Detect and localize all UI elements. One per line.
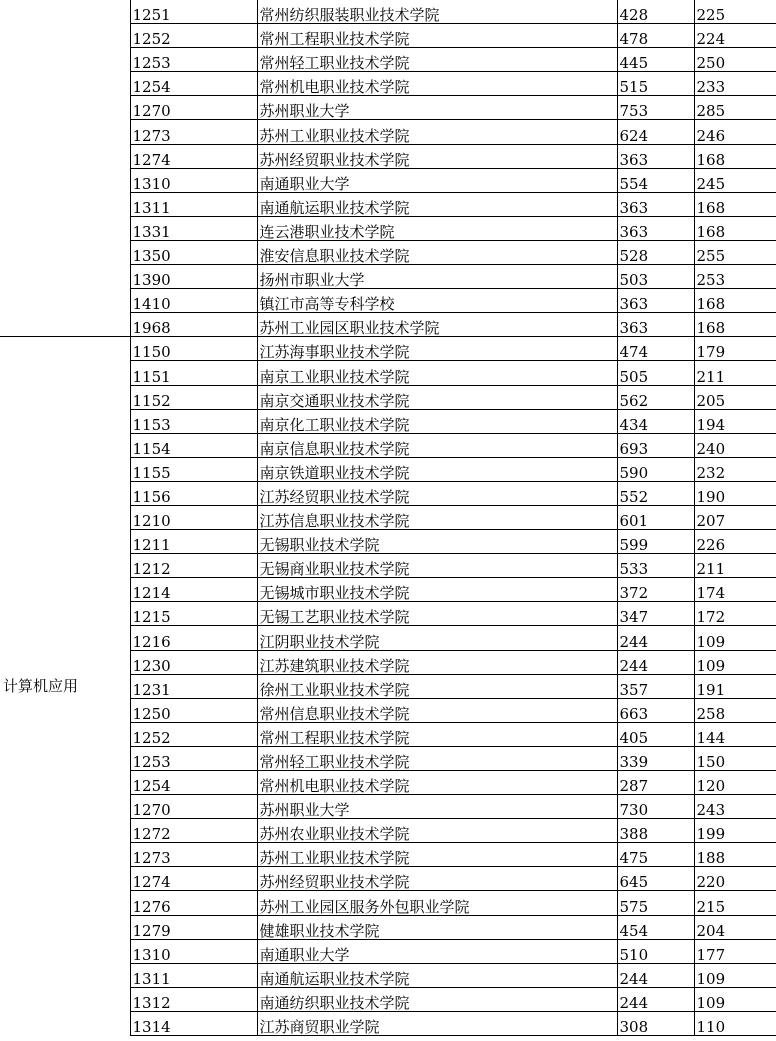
- score-a-cell: 347: [617, 602, 694, 626]
- school-code-cell: 1230: [130, 650, 257, 674]
- school-code-cell: 1270: [130, 795, 257, 819]
- school-name-cell: 南京铁道职业技术学院: [257, 457, 617, 481]
- school-name-cell: 江苏经贸职业技术学院: [257, 481, 617, 505]
- score-a-cell: 474: [617, 337, 694, 361]
- school-code-cell: 1410: [130, 289, 257, 313]
- school-name-cell: 江苏建筑职业技术学院: [257, 650, 617, 674]
- school-code-cell: 1215: [130, 602, 257, 626]
- score-b-cell: 240: [694, 433, 776, 457]
- score-a-cell: 693: [617, 433, 694, 457]
- score-a-cell: 405: [617, 722, 694, 746]
- score-a-cell: 363: [617, 192, 694, 216]
- category-cell: [0, 0, 130, 337]
- score-b-cell: 109: [694, 650, 776, 674]
- score-b-cell: 150: [694, 746, 776, 770]
- school-name-cell: 常州轻工职业技术学院: [257, 48, 617, 72]
- school-code-cell: 1212: [130, 554, 257, 578]
- school-name-cell: 南通纺织职业技术学院: [257, 987, 617, 1011]
- school-name-cell: 连云港职业技术学院: [257, 216, 617, 240]
- score-a-cell: 562: [617, 385, 694, 409]
- score-a-cell: 428: [617, 0, 694, 24]
- score-b-cell: 233: [694, 72, 776, 96]
- school-name-cell: 南通航运职业技术学院: [257, 192, 617, 216]
- score-b-cell: 207: [694, 505, 776, 529]
- score-b-cell: 258: [694, 698, 776, 722]
- school-name-cell: 常州工程职业技术学院: [257, 722, 617, 746]
- score-a-cell: 505: [617, 361, 694, 385]
- school-name-cell: 苏州工业园区职业技术学院: [257, 313, 617, 337]
- school-name-cell: 南通职业大学: [257, 168, 617, 192]
- score-b-cell: 177: [694, 939, 776, 963]
- school-code-cell: 1210: [130, 505, 257, 529]
- school-code-cell: 1252: [130, 24, 257, 48]
- score-a-cell: 590: [617, 457, 694, 481]
- school-code-cell: 1390: [130, 265, 257, 289]
- school-name-cell: 扬州市职业大学: [257, 265, 617, 289]
- school-code-cell: 1274: [130, 144, 257, 168]
- score-a-cell: 388: [617, 819, 694, 843]
- score-a-cell: 363: [617, 216, 694, 240]
- score-a-cell: 363: [617, 144, 694, 168]
- score-b-cell: 109: [694, 626, 776, 650]
- school-name-cell: 常州轻工职业技术学院: [257, 746, 617, 770]
- score-b-cell: 226: [694, 530, 776, 554]
- school-code-cell: 1314: [130, 1011, 257, 1035]
- school-code-cell: 1350: [130, 240, 257, 264]
- school-name-cell: 南京信息职业技术学院: [257, 433, 617, 457]
- school-code-cell: 1276: [130, 891, 257, 915]
- school-name-cell: 江苏信息职业技术学院: [257, 505, 617, 529]
- school-code-cell: 1253: [130, 746, 257, 770]
- school-code-cell: 1272: [130, 819, 257, 843]
- school-name-cell: 无锡城市职业技术学院: [257, 578, 617, 602]
- school-name-cell: 淮安信息职业技术学院: [257, 240, 617, 264]
- score-a-cell: 645: [617, 867, 694, 891]
- score-b-cell: 250: [694, 48, 776, 72]
- score-b-cell: 168: [694, 192, 776, 216]
- school-code-cell: 1310: [130, 939, 257, 963]
- school-name-cell: 南京化工职业技术学院: [257, 409, 617, 433]
- score-a-cell: 510: [617, 939, 694, 963]
- table-row: [0, 0, 776, 24]
- school-name-cell: 苏州职业大学: [257, 795, 617, 819]
- score-b-cell: 109: [694, 987, 776, 1011]
- score-b-cell: 224: [694, 24, 776, 48]
- score-b-cell: 199: [694, 819, 776, 843]
- score-a-cell: 475: [617, 843, 694, 867]
- score-b-cell: 110: [694, 1011, 776, 1035]
- score-a-cell: 372: [617, 578, 694, 602]
- school-code-cell: 1156: [130, 481, 257, 505]
- school-code-cell: 1311: [130, 963, 257, 987]
- score-a-cell: 287: [617, 771, 694, 795]
- score-a-cell: 753: [617, 96, 694, 120]
- school-name-cell: 南京工业职业技术学院: [257, 361, 617, 385]
- school-code-cell: 1214: [130, 578, 257, 602]
- school-code-cell: 1250: [130, 698, 257, 722]
- school-code-cell: 1312: [130, 987, 257, 1011]
- school-code-cell: 1331: [130, 216, 257, 240]
- score-a-cell: 308: [617, 1011, 694, 1035]
- school-name-cell: 江苏海事职业技术学院: [257, 337, 617, 361]
- score-b-cell: 172: [694, 602, 776, 626]
- school-code-cell: 1153: [130, 409, 257, 433]
- score-b-cell: 179: [694, 337, 776, 361]
- score-a-cell: 454: [617, 915, 694, 939]
- school-name-cell: 常州纺织服装职业技术学院: [257, 0, 617, 24]
- score-b-cell: 215: [694, 891, 776, 915]
- school-code-cell: 1216: [130, 626, 257, 650]
- score-a-cell: 515: [617, 72, 694, 96]
- score-b-cell: 255: [694, 240, 776, 264]
- table-row: [0, 337, 776, 361]
- score-b-cell: 232: [694, 457, 776, 481]
- school-name-cell: 江阴职业技术学院: [257, 626, 617, 650]
- school-code-cell: 1254: [130, 771, 257, 795]
- school-code-cell: 1254: [130, 72, 257, 96]
- score-a-cell: 244: [617, 963, 694, 987]
- score-a-cell: 363: [617, 289, 694, 313]
- school-name-cell: 健雄职业技术学院: [257, 915, 617, 939]
- score-b-cell: 188: [694, 843, 776, 867]
- category-cell: 计算机应用: [0, 337, 130, 1036]
- score-a-cell: 503: [617, 265, 694, 289]
- score-b-cell: 144: [694, 722, 776, 746]
- school-code-cell: 1154: [130, 433, 257, 457]
- score-a-cell: 575: [617, 891, 694, 915]
- score-b-cell: 204: [694, 915, 776, 939]
- school-name-cell: 镇江市高等专科学校: [257, 289, 617, 313]
- school-code-cell: 1152: [130, 385, 257, 409]
- school-name-cell: 南通航运职业技术学院: [257, 963, 617, 987]
- school-name-cell: 常州工程职业技术学院: [257, 24, 617, 48]
- school-code-cell: 1253: [130, 48, 257, 72]
- score-a-cell: 730: [617, 795, 694, 819]
- score-b-cell: 168: [694, 289, 776, 313]
- score-a-cell: 445: [617, 48, 694, 72]
- school-name-cell: 苏州经贸职业技术学院: [257, 867, 617, 891]
- school-code-cell: 1274: [130, 867, 257, 891]
- school-code-cell: 1273: [130, 120, 257, 144]
- school-name-cell: 苏州职业大学: [257, 96, 617, 120]
- school-code-cell: 1273: [130, 843, 257, 867]
- score-a-cell: 478: [617, 24, 694, 48]
- school-code-cell: 1211: [130, 530, 257, 554]
- score-a-cell: 624: [617, 120, 694, 144]
- school-code-cell: 1150: [130, 337, 257, 361]
- school-name-cell: 无锡工艺职业技术学院: [257, 602, 617, 626]
- school-code-cell: 1270: [130, 96, 257, 120]
- score-b-cell: 285: [694, 96, 776, 120]
- score-b-cell: 174: [694, 578, 776, 602]
- score-b-cell: 168: [694, 144, 776, 168]
- school-code-cell: 1151: [130, 361, 257, 385]
- school-name-cell: 常州机电职业技术学院: [257, 771, 617, 795]
- score-b-cell: 190: [694, 481, 776, 505]
- school-code-cell: 1310: [130, 168, 257, 192]
- score-b-cell: 194: [694, 409, 776, 433]
- score-b-cell: 246: [694, 120, 776, 144]
- school-name-cell: 常州信息职业技术学院: [257, 698, 617, 722]
- school-name-cell: 江苏商贸职业学院: [257, 1011, 617, 1035]
- score-a-cell: 599: [617, 530, 694, 554]
- score-a-cell: 528: [617, 240, 694, 264]
- score-b-cell: 243: [694, 795, 776, 819]
- score-b-cell: 220: [694, 867, 776, 891]
- school-name-cell: 苏州经贸职业技术学院: [257, 144, 617, 168]
- score-a-cell: 533: [617, 554, 694, 578]
- score-b-cell: 211: [694, 554, 776, 578]
- school-code-cell: 1252: [130, 722, 257, 746]
- school-name-cell: 常州机电职业技术学院: [257, 72, 617, 96]
- score-a-cell: 357: [617, 674, 694, 698]
- score-a-cell: 244: [617, 650, 694, 674]
- school-name-cell: 苏州农业职业技术学院: [257, 819, 617, 843]
- school-name-cell: 苏州工业园区服务外包职业学院: [257, 891, 617, 915]
- school-name-cell: 无锡职业技术学院: [257, 530, 617, 554]
- score-b-cell: 168: [694, 216, 776, 240]
- score-b-cell: 225: [694, 0, 776, 24]
- school-code-cell: 1251: [130, 0, 257, 24]
- score-b-cell: 205: [694, 385, 776, 409]
- school-name-cell: 南通职业大学: [257, 939, 617, 963]
- school-code-cell: 1968: [130, 313, 257, 337]
- score-b-cell: 120: [694, 771, 776, 795]
- score-b-cell: 253: [694, 265, 776, 289]
- school-name-cell: 无锡商业职业技术学院: [257, 554, 617, 578]
- score-a-cell: 552: [617, 481, 694, 505]
- school-code-cell: 1279: [130, 915, 257, 939]
- score-a-cell: 601: [617, 505, 694, 529]
- score-a-cell: 663: [617, 698, 694, 722]
- score-a-cell: 363: [617, 313, 694, 337]
- score-a-cell: 434: [617, 409, 694, 433]
- score-b-cell: 109: [694, 963, 776, 987]
- school-code-cell: 1311: [130, 192, 257, 216]
- school-code-cell: 1155: [130, 457, 257, 481]
- score-a-cell: 554: [617, 168, 694, 192]
- school-name-cell: 苏州工业职业技术学院: [257, 843, 617, 867]
- school-name-cell: 徐州工业职业技术学院: [257, 674, 617, 698]
- score-a-cell: 339: [617, 746, 694, 770]
- school-name-cell: 苏州工业职业技术学院: [257, 120, 617, 144]
- score-b-cell: 168: [694, 313, 776, 337]
- score-a-cell: 244: [617, 987, 694, 1011]
- school-name-cell: 南京交通职业技术学院: [257, 385, 617, 409]
- score-b-cell: 211: [694, 361, 776, 385]
- school-code-cell: 1231: [130, 674, 257, 698]
- score-a-cell: 244: [617, 626, 694, 650]
- score-b-cell: 191: [694, 674, 776, 698]
- score-b-cell: 245: [694, 168, 776, 192]
